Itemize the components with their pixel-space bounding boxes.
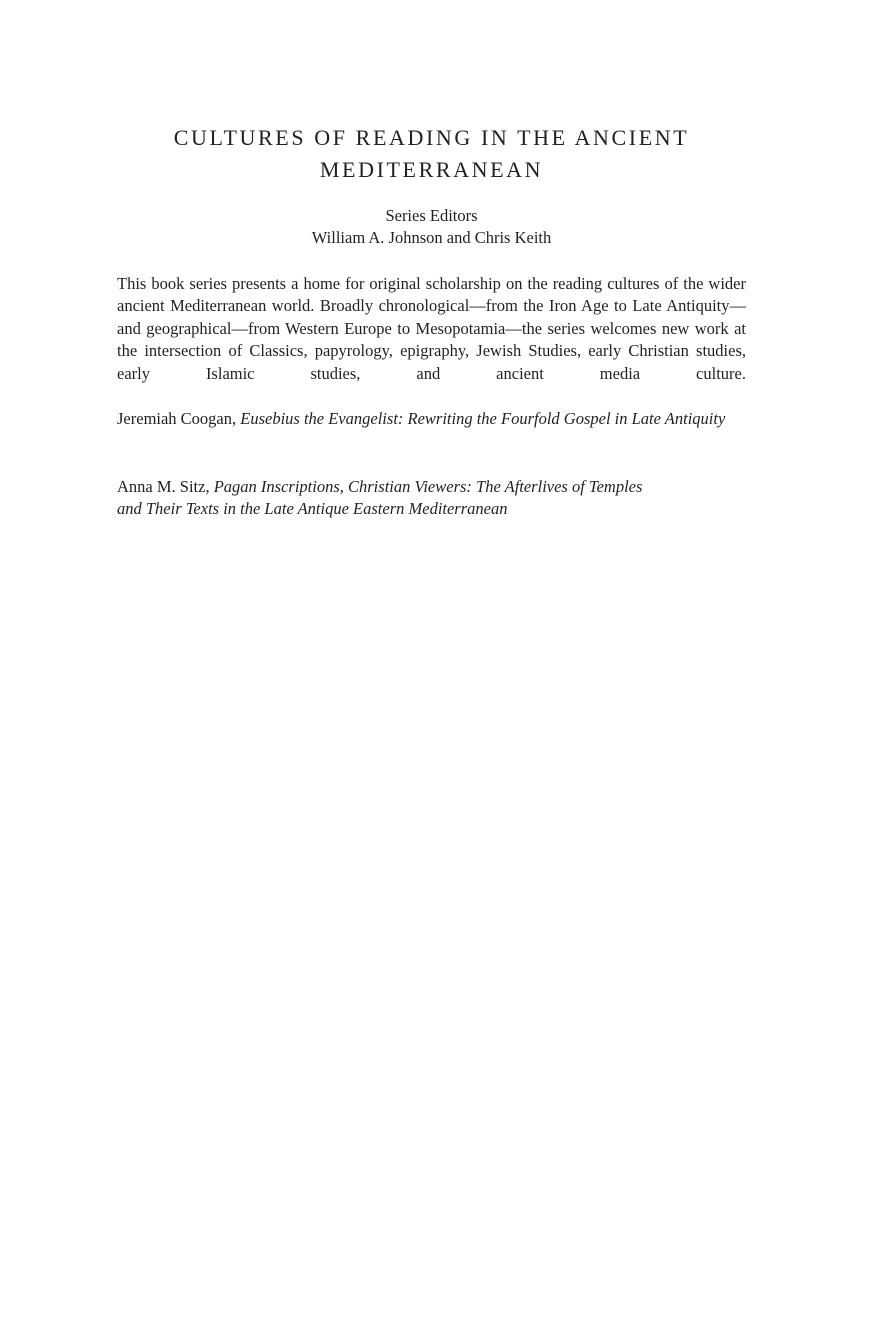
series-editors-names: William A. Johnson and Chris Keith [311,228,552,247]
book-title: Eusebius the Evangelist: Rewriting the Fourfold Gospel in Late Antiquity [240,409,726,428]
book-entry [117,476,746,521]
series-title-line-2: MEDITERRANEAN [319,157,544,182]
series-editors-label: Series Editors [385,206,478,225]
series-title [117,122,746,186]
book-title-line-1: Pagan Inscriptions, Christian Viewers: The Afterlives of Temples [213,477,643,496]
book-author: Anna M. Sitz, [117,477,210,496]
series-title-line-1: CULTURES OF READING IN THE ANCIENT [173,125,690,150]
series-description: This book series presents a home for original scholarship on the reading cultures of the wider ancient Mediterranean world. Broadly chronological—from the Iron Age to Late Antiquity—and geographical—from Western Europe to Mesopotamia—the series welcomes new work at the intersection of Classics, papyrology, epigraphy, Jewish Studies, early Christian studies, early Islamic studies, and ancient media culture. [117,274,746,383]
series-editors [117,205,746,249]
book-author: Jeremiah Coogan, [117,409,237,428]
book-entry [117,408,746,430]
book-title-line-2: and Their Texts in the Late Antique Eastern Mediterranean [117,499,508,519]
